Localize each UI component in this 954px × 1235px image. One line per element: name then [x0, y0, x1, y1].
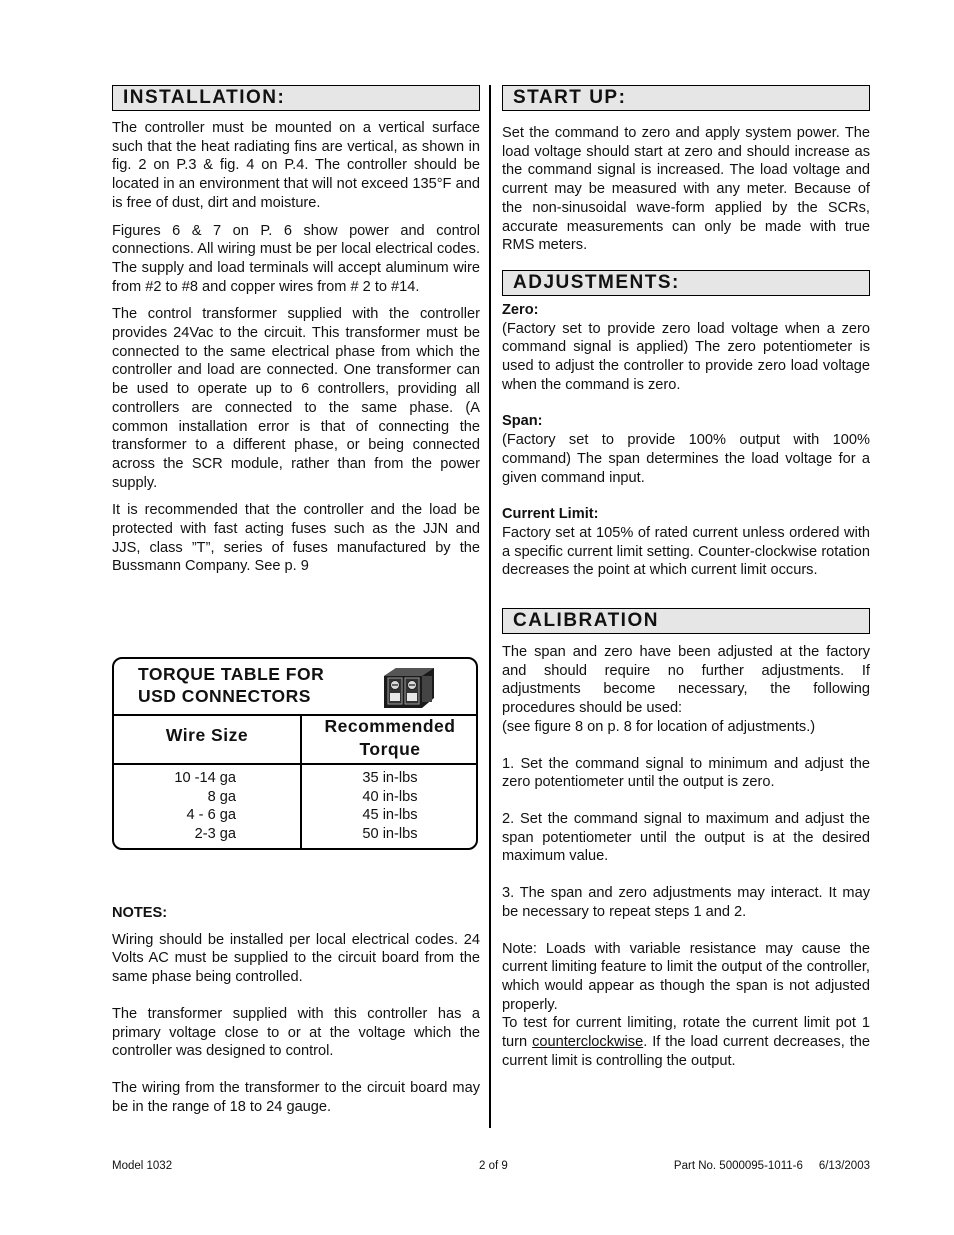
torque-table-divider-header	[114, 763, 476, 765]
column-divider	[489, 85, 491, 1128]
installation-paragraph-2: Figures 6 & 7 on P. 6 show power and control connections. All wiring must be per local electrical codes. The supply and load terminals will accept aluminum wire from #2 to #8 and copper wires from # 2 to #14.	[112, 222, 480, 295]
adjustments-heading: ADJUSTMENTS:	[502, 270, 870, 296]
zero-subheading: Zero:	[502, 301, 539, 318]
installation-paragraph-3: The control transformer supplied with the controller provides 24Vac to the circuit. This transformer must be connected to the same electrical phase from which the controller and load are connected. One transformer can be used to operate up to 6 controllers, providing all controllers are connected to the same phase. (A common installation error is that of connecting the transformer to a different phase, or being connected across the SCR module, rather than from the power supply.	[112, 306, 480, 491]
calibration-intro: The span and zero have been adjusted at the factory and should require no further adjustments. If adjustments become necessary, the following procedures should be used:	[502, 644, 870, 717]
startup-heading: START UP:	[502, 85, 870, 111]
notes-paragraph-1: Wiring should be installed per local electrical codes. 24 Volts AC must be supplied to the circuit board from the same phase being controlled.	[112, 931, 480, 986]
table-row-torque: 45 in-lbs	[362, 807, 418, 824]
installation-heading: INSTALLATION:	[112, 85, 480, 111]
notes-paragraph-2: The transformer supplied with this controller has a primary voltage close to or at the voltage which the controller was designed to control.	[112, 1005, 480, 1060]
table-row-torque: 35 in-lbs	[362, 770, 418, 786]
terminal-block-icon	[380, 662, 438, 712]
current-limit-paragraph: Factory set at 105% of rated current unless ordered with a specific current limit setting. Counter-clockwise rotation decreases the point at which current limit occurs.	[502, 524, 870, 579]
calibration-step-3: 3. The span and zero adjustments may interact. It may be necessary to repeat steps 1 and 2.	[502, 885, 870, 920]
left-column	[112, 85, 480, 576]
calibration-test-text-start: To test for current limiting, rotate the current limit pot 1 turn	[502, 1015, 870, 1051]
startup-paragraph: Set the command to zero and apply system power. The load voltage should start at zero and should increase as the command signal is increased. The load voltage and current may be measured with any meter. Because of the non-sinusoidal wave-form applied by the SCRs, accurate measurements can only be made with true RMS meters.	[502, 125, 870, 254]
calibration-test-text-end: . If the load current decreases, the current limit is controlling the output.	[502, 1034, 871, 1069]
notes-heading: NOTES:	[112, 905, 168, 921]
installation-paragraph-1: The controller must be mounted on a vertical surface such that the heat radiating fins are vertical, as shown in fig. 2 on P.3 & fig. 4 on P.4. The controller should be located in an environment that will not exceed 135°F and is free of dust, dirt and moisture.	[112, 120, 480, 211]
recommended-torque-header-line-1: Recommended	[324, 716, 456, 736]
calibration-step-2: 2. Set the command signal to maximum and adjust the span potentiometer until the output is at the desired maximum value.	[502, 810, 870, 865]
recommended-torque-header	[302, 715, 478, 761]
notes-paragraph-3: The wiring from the transformer to the circuit board may be in the range of 18 to 24 gauge.	[112, 1079, 480, 1115]
span-subheading: Span:	[502, 413, 543, 430]
table-row-wire: 8 ga	[207, 788, 236, 805]
torque-table	[112, 657, 478, 850]
torque-table-title-line-1: TORQUE TABLE FOR	[138, 664, 325, 684]
current-limit-subheading: Current Limit:	[502, 506, 599, 523]
table-row-wire: 10 -14 ga	[174, 770, 236, 786]
torque-table-title	[138, 663, 324, 707]
torque-table-title-line-2: USD CONNECTORS	[138, 686, 311, 706]
zero-paragraph: (Factory set to provide zero load voltage when a zero command signal is applied) The zero potentiometer is used to adjust the controller to provide zero load voltage when the command is zero.	[502, 320, 870, 393]
right-column	[502, 85, 870, 1070]
counterclockwise-text: counterclockwise	[532, 1034, 644, 1051]
wire-size-header: Wire Size	[165, 725, 249, 745]
calibration-see-figure: (see figure 8 on p. 8 for location of adjustments.)	[502, 718, 816, 735]
table-row-torque: 50 in-lbs	[362, 826, 418, 843]
footer-model: Model 1032	[112, 1160, 173, 1172]
span-paragraph: (Factory set to provide 100% output with 100% command) The span determines the load voltage for a given command input.	[502, 432, 870, 486]
table-row-wire: 2-3 ga	[194, 826, 236, 843]
wire-size-column	[174, 769, 236, 844]
calibration-test-paragraph	[502, 1014, 870, 1070]
calibration-step-1: 1. Set the command signal to minimum and adjust the zero potentiometer until the output is zero.	[502, 755, 870, 791]
calibration-heading: CALIBRATION	[502, 608, 870, 634]
installation-paragraph-4: It is recommended that the controller and the load be protected with fast acting fuses such as the JJN and JJS, class ”T”, series of fuses manufactured by the Bussmann Company. See p. 9	[112, 502, 480, 575]
notes-section	[112, 904, 480, 1116]
recommended-torque-header-line-2: Torque	[359, 739, 421, 759]
footer-part-number: Part No. 5000095-1011-6 6/13/2003	[673, 1160, 870, 1172]
table-row-torque: 40 in-lbs	[362, 788, 418, 805]
table-row-wire: 4 - 6 ga	[186, 807, 236, 824]
footer-page-number: 2 of 9	[479, 1160, 508, 1172]
torque-column	[302, 769, 478, 844]
calibration-note: Note: Loads with variable resistance may cause the current limiting feature to limit the output of the controller, which would appear as though the span is not adjusted properly.	[502, 940, 870, 1013]
